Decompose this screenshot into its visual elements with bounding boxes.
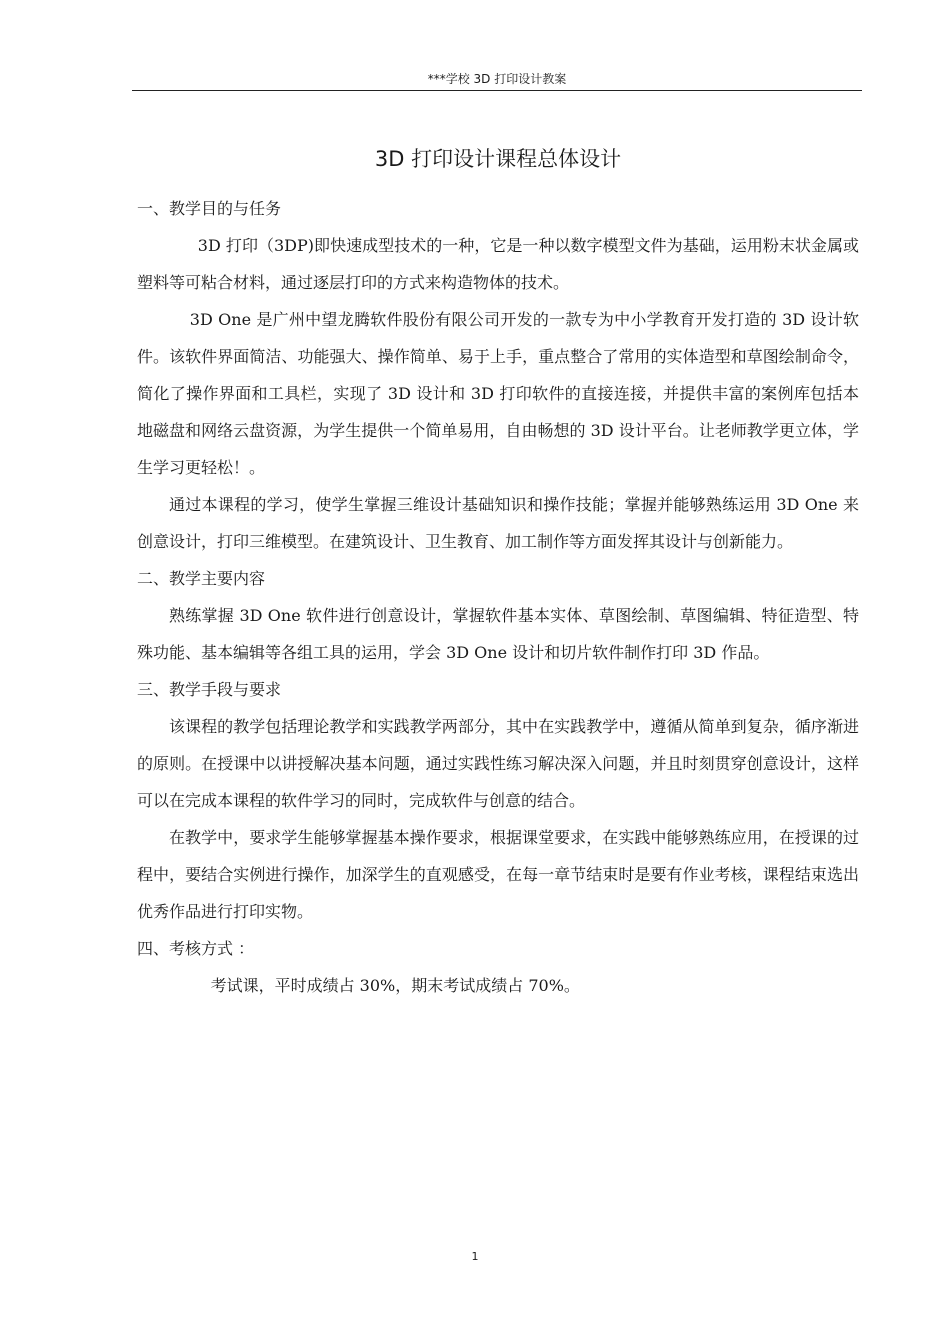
document-body (137, 140, 859, 1004)
paragraph-teaching-methods: 该课程的教学包括理论教学和实践教学两部分，其中在实践教学中，遵循从简单到复杂，循序渐进的原则。在授课中以讲授解决基本问题，通过实践性练习解决深入问题，并且时刻贯穿创意设计，这样可以在完成本课程的软件学习的同时，完成软件与创意的结合。 (137, 717, 859, 810)
paragraph-assessment: 考试课，平时成绩占 30%，期末考试成绩占 70%。 (210, 976, 580, 995)
paragraph-course-goals: 通过本课程的学习，使学生掌握三维设计基础知识和操作技能；掌握并能够熟练运用 3D One 来创意设计，打印三维模型。在建筑设计、卫生教育、加工制作等方面发挥其设计与创新能力。 (137, 495, 859, 551)
paragraph-3d-one-intro: 3D One 是广州中望龙腾软件股份有限公司开发的一款专为中小学教育开发打造的 3D 设计软件。该软件界面简洁、功能强大、操作简单、易于上手，重点整合了常用的实体造型和草图绘制命令，简化了操作界面和工具栏，实现了 3D 设计和 3D 打印软件的直接连接，并提供丰富的案例库包括本地磁盘和网络云盘资源，为学生提供一个简单易用，自由畅想的 3D 设计平台。让老师教学更立体，学生学习更轻松！。 (137, 310, 859, 477)
paragraph-3d-printing-intro: 3D 打印（3DP)即快速成型技术的一种，它是一种以数字模型文件为基础，运用粉末状金属或塑料等可粘合材料，通过逐层打印的方式来构造物体的技术。 (137, 236, 859, 292)
section-heading-assessment: 四、考核方式 ： (137, 939, 255, 958)
page-number: 1 (471, 1250, 479, 1263)
paragraph-main-content: 熟练掌握 3D One 软件进行创意设计，掌握软件基本实体、草图绘制、草图编辑、特征造型、特殊功能、基本编辑等各组工具的运用，学会 3D One 设计和切片软件制作打印 3D 作品。 (137, 606, 859, 662)
document-title: 3D 打印设计课程总体设计 (374, 147, 622, 171)
section-heading-content: 二、教学主要内容 (137, 569, 266, 588)
section-heading-methods: 三、教学手段与要求 (137, 680, 282, 699)
section-heading-objectives: 一、教学目的与任务 (137, 199, 282, 218)
paragraph-teaching-requirements: 在教学中，要求学生能够掌握基本操作要求，根据课堂要求，在实践中能够熟练应用，在授课的过程中，要结合实例进行操作，加深学生的直观感受，在每一章节结束时是要有作业考核，课程结束选出优秀作品进行打印实物。 (137, 828, 859, 921)
page-header: ***学校 3D 打印设计教案 (132, 70, 862, 91)
